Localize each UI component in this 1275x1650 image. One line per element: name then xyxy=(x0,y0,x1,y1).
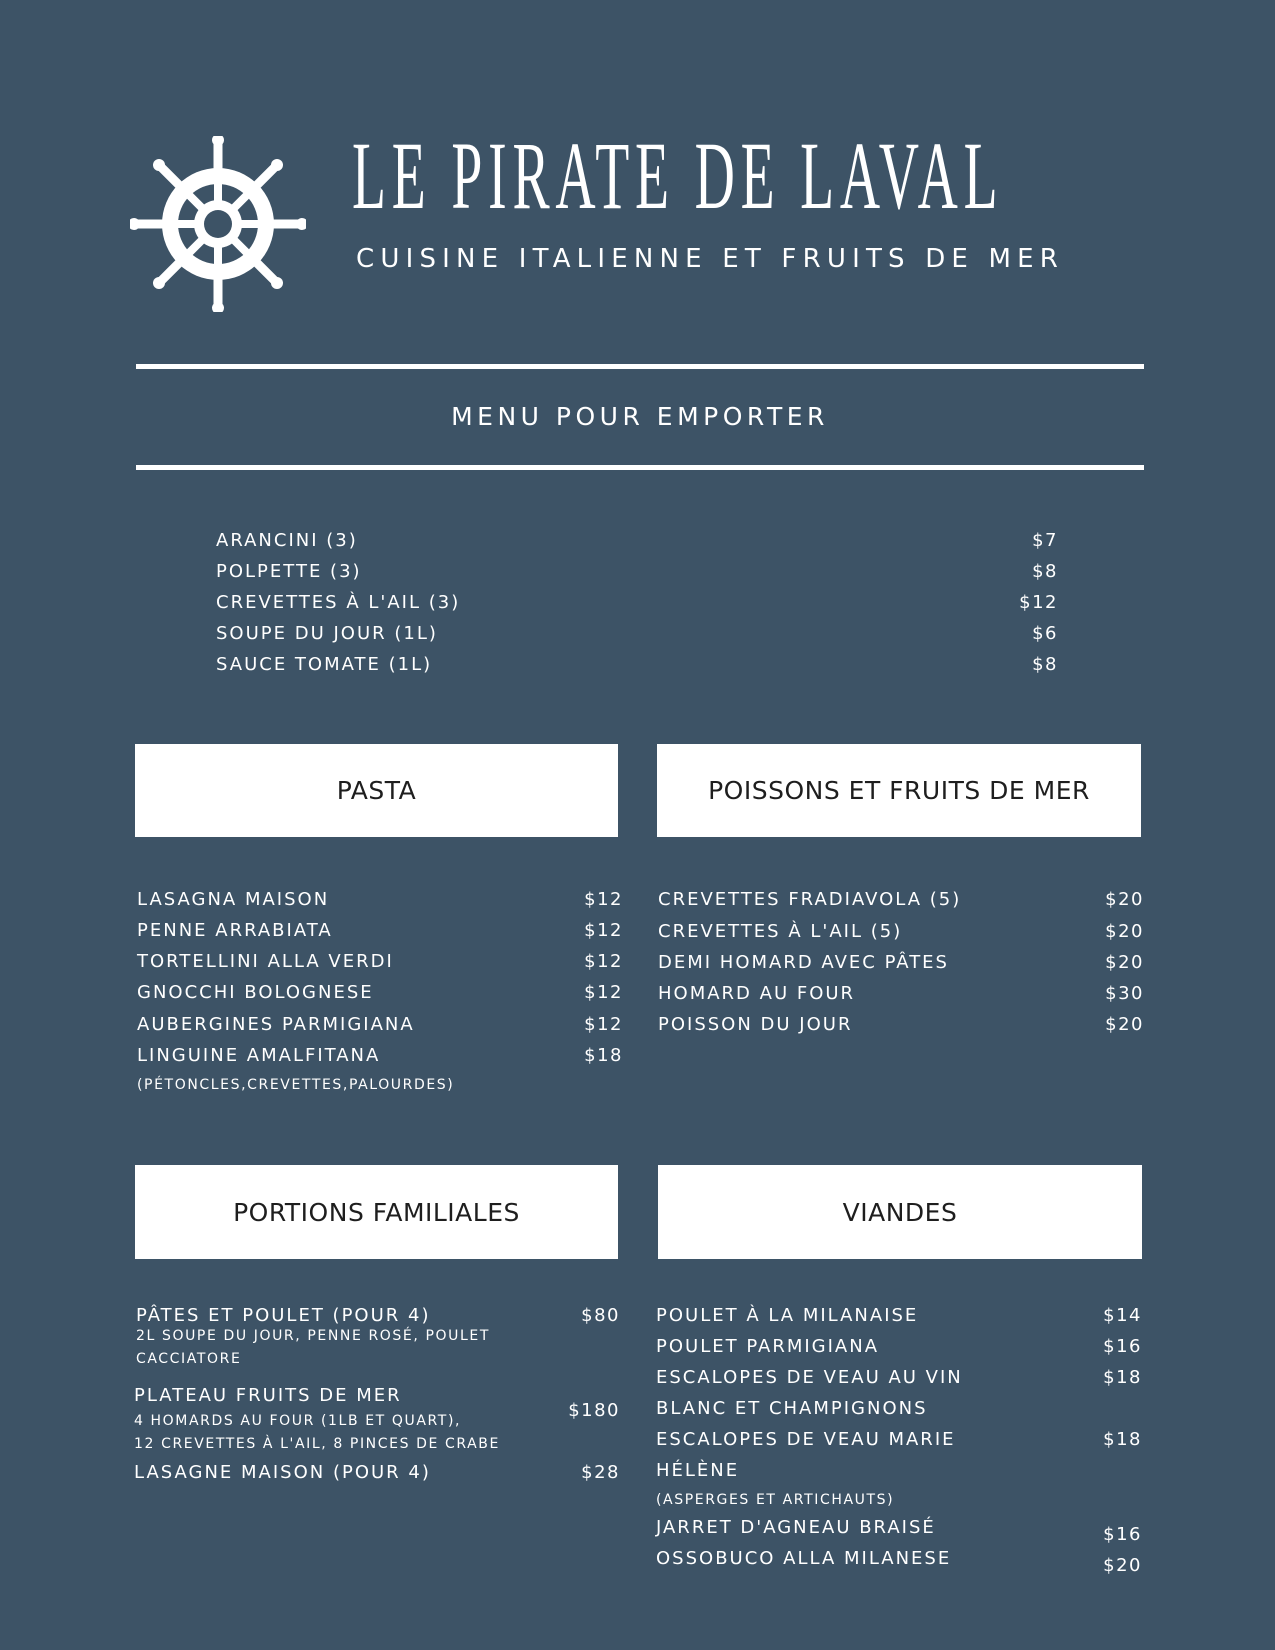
list-item xyxy=(134,1385,554,1406)
list-item xyxy=(137,889,623,910)
list-item xyxy=(137,1045,623,1066)
item-name: LINGUINE AMALFITANA xyxy=(137,1045,381,1066)
restaurant-name: LE PIRATE DE LAVAL xyxy=(352,122,1004,229)
item-price: $16 xyxy=(1103,1336,1142,1357)
menu-title: MENU POUR EMPORTER xyxy=(451,402,829,431)
item-price: $18 xyxy=(1103,1429,1142,1450)
list-item xyxy=(216,623,1058,644)
item-price: $12 xyxy=(584,889,623,910)
item-price: $6 xyxy=(1032,623,1058,644)
item-price: $12 xyxy=(584,920,623,941)
item-price: $28 xyxy=(581,1462,620,1483)
list-item xyxy=(658,952,1144,973)
item-price: $18 xyxy=(584,1045,623,1066)
divider-top xyxy=(136,364,1144,369)
item-description: 2L SOUPE DU JOUR, PENNE ROSÉ, POULET xyxy=(136,1328,490,1344)
list-item xyxy=(137,951,623,972)
restaurant-tagline: CUISINE ITALIENNE ET FRUITS DE MER xyxy=(356,244,1065,274)
item-price: $12 xyxy=(584,982,623,1003)
item-price: $20 xyxy=(1105,1014,1144,1035)
item-name: HOMARD AU FOUR xyxy=(658,983,856,1004)
item-price: $18 xyxy=(1103,1367,1142,1388)
list-item xyxy=(137,1014,623,1035)
list-item xyxy=(658,983,1144,1004)
item-description: CACCIATORE xyxy=(136,1351,242,1367)
item-name: HÉLÈNE xyxy=(656,1460,740,1481)
item-price: $12 xyxy=(1019,592,1058,613)
item-name: SAUCE TOMATE (1L) xyxy=(216,654,433,675)
item-name: ESCALOPES DE VEAU AU VIN xyxy=(656,1367,963,1388)
list-item xyxy=(658,889,1144,910)
list-item xyxy=(136,1305,620,1326)
item-name: PLATEAU FRUITS DE MER xyxy=(134,1385,402,1406)
item-description: 12 CREVETTES À L'AIL, 8 PINCES DE CRABE xyxy=(134,1436,500,1452)
item-name: POLPETTE (3) xyxy=(216,561,362,582)
item-price: $8 xyxy=(1032,654,1058,675)
item-name: DEMI HOMARD AVEC PÂTES xyxy=(658,952,949,973)
item-name: PENNE ARRABIATA xyxy=(137,920,333,941)
item-name: POULET À LA MILANAISE xyxy=(656,1305,919,1326)
item-name: AUBERGINES PARMIGIANA xyxy=(137,1014,415,1035)
item-price: $8 xyxy=(1032,561,1058,582)
item-price: $30 xyxy=(1105,983,1144,1004)
item-price: $180 xyxy=(568,1400,620,1421)
list-item xyxy=(216,530,1058,551)
item-name: PÂTES ET POULET (POUR 4) xyxy=(136,1305,431,1326)
item-note: (PÉTONCLES,CREVETTES,PALOURDES) xyxy=(137,1077,455,1093)
item-name: POISSON DU JOUR xyxy=(658,1014,853,1035)
item-name: ARANCINI (3) xyxy=(216,530,358,551)
item-name: SOUPE DU JOUR (1L) xyxy=(216,623,438,644)
item-description: 4 HOMARDS AU FOUR (1LB ET QUART), xyxy=(134,1413,462,1429)
item-name: BLANC ET CHAMPIGNONS xyxy=(656,1398,928,1419)
item-name: CREVETTES À L'AIL (3) xyxy=(216,592,461,613)
list-item xyxy=(134,1462,620,1483)
item-price: $20 xyxy=(1103,1555,1142,1576)
item-name: CREVETTES À L'AIL (5) xyxy=(658,921,903,942)
list-item xyxy=(137,920,623,941)
list-item xyxy=(658,921,1144,942)
item-price: $14 xyxy=(1103,1305,1142,1326)
item-note: (ASPERGES ET ARTICHAUTS) xyxy=(656,1492,895,1508)
item-name: LASAGNA MAISON xyxy=(137,889,330,910)
list-item xyxy=(216,592,1058,613)
item-name: ESCALOPES DE VEAU MARIE xyxy=(656,1429,956,1450)
item-price: $16 xyxy=(1103,1524,1142,1545)
item-price: $20 xyxy=(1105,952,1144,973)
item-price: $7 xyxy=(1032,530,1058,551)
item-name: LASAGNE MAISON (POUR 4) xyxy=(134,1462,431,1483)
item-price: $20 xyxy=(1105,921,1144,942)
item-name: POULET PARMIGIANA xyxy=(656,1336,880,1357)
item-price: $12 xyxy=(584,951,623,972)
list-item xyxy=(658,1014,1144,1035)
section-heading-family: PORTIONS FAMILIALES xyxy=(135,1165,618,1259)
item-price: $12 xyxy=(584,1014,623,1035)
item-name: JARRET D'AGNEAU BRAISÉ xyxy=(656,1517,936,1538)
section-heading-meats: VIANDES xyxy=(658,1165,1142,1259)
list-item xyxy=(216,654,1058,675)
item-name: GNOCCHI BOLOGNESE xyxy=(137,982,374,1003)
divider-bottom xyxy=(136,465,1144,470)
ship-wheel-icon xyxy=(130,136,306,312)
item-price: $80 xyxy=(581,1305,620,1326)
item-price: $20 xyxy=(1105,889,1144,910)
section-heading-pasta: PASTA xyxy=(135,744,618,837)
list-item xyxy=(137,982,623,1003)
item-name: TORTELLINI ALLA VERDI xyxy=(137,951,394,972)
item-name: CREVETTES FRADIAVOLA (5) xyxy=(658,889,962,910)
list-item xyxy=(216,561,1058,582)
section-heading-seafood: POISSONS ET FRUITS DE MER xyxy=(657,744,1141,837)
item-name: OSSOBUCO ALLA MILANESE xyxy=(656,1548,952,1569)
